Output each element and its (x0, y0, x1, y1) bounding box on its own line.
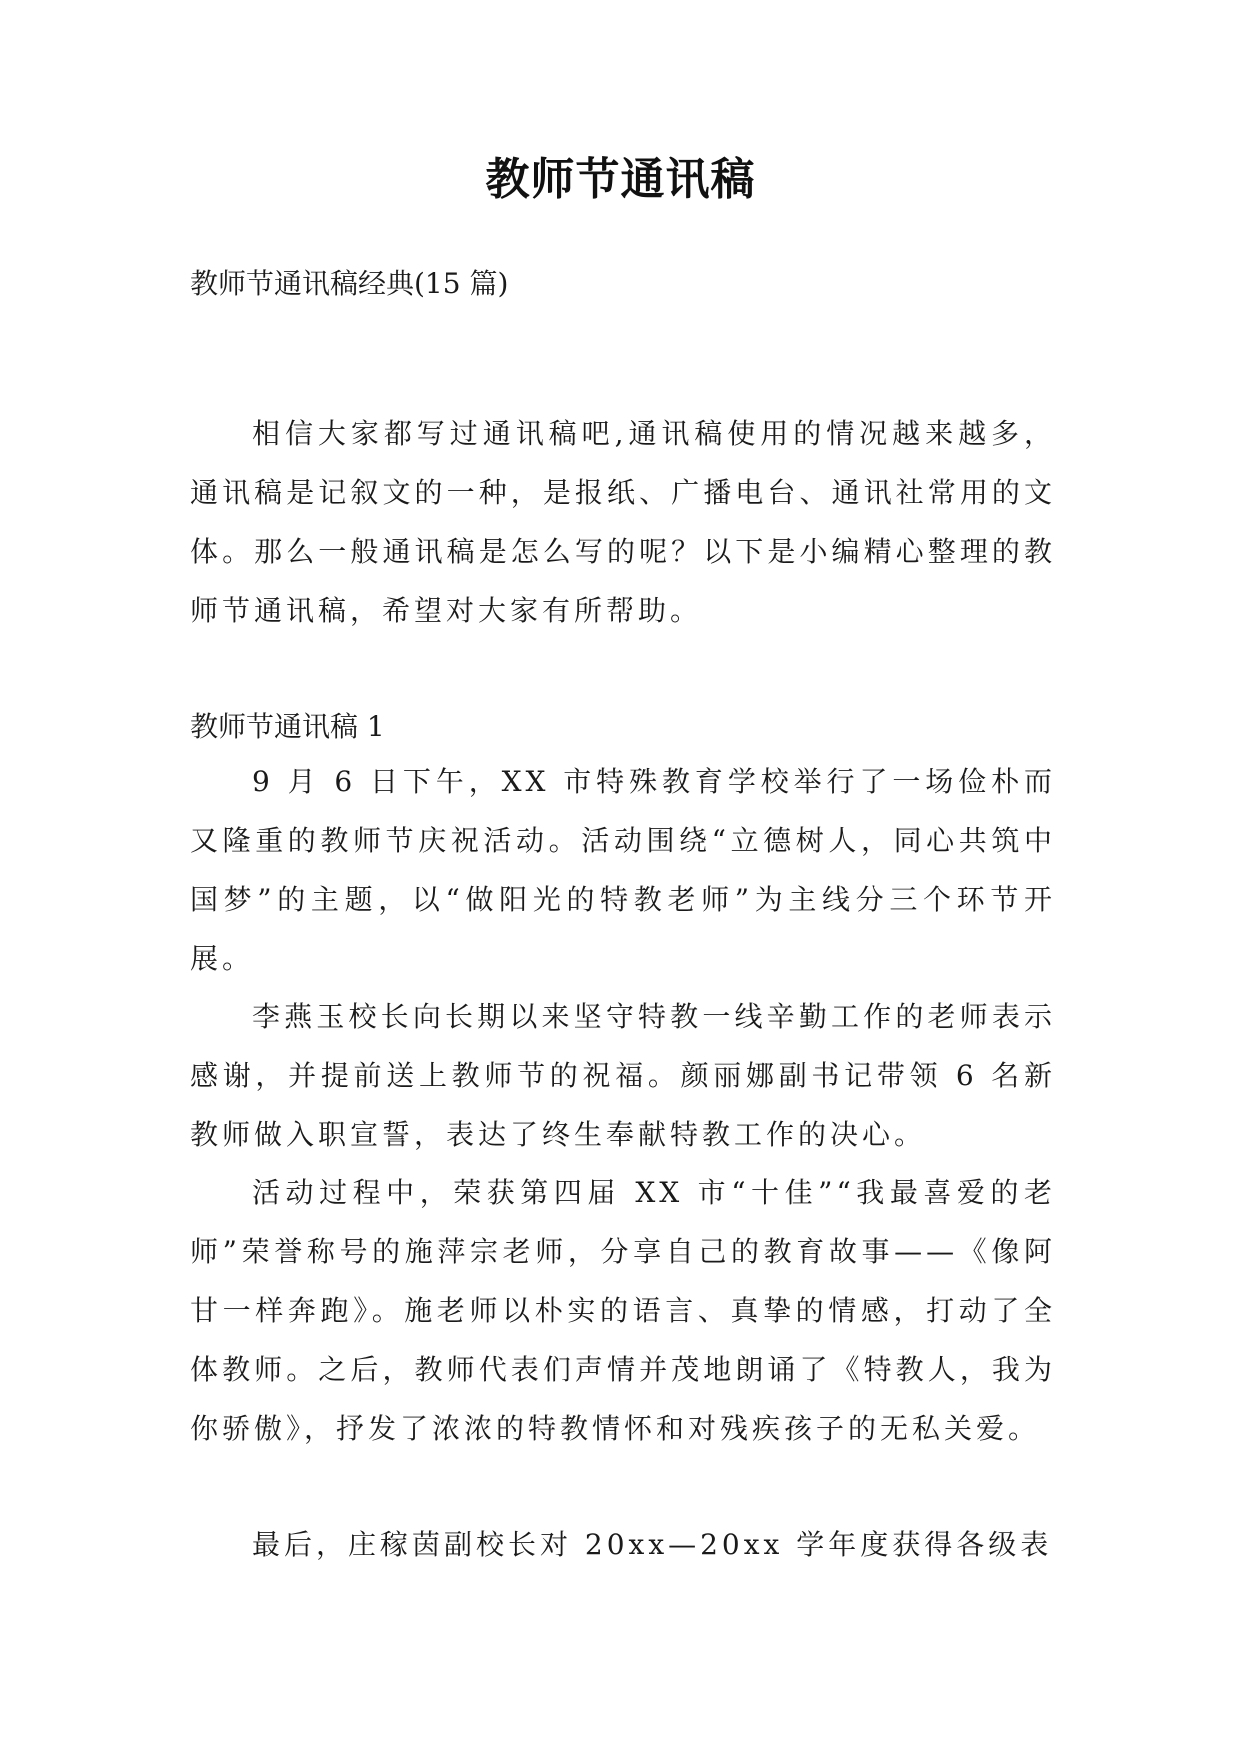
body-paragraph-1: 9 月 6 日下午，XX 市特殊教育学校举行了一场俭朴而又隆重的教师节庆祝活动。活动围绕“立德树人，同心共筑中国梦”的主题，以“做阳光的特教老师”为主线分三个环节开展。 (190, 765, 1056, 975)
body-paragraph-2: 李燕玉校长向长期以来坚守特教一线辛勤工作的老师表示感谢，并提前送上教师节的祝福。颜丽娜副书记带领 6 名新教师做入职宣誓，表达了终生奉献特教工作的决心。 (190, 1000, 1056, 1151)
body-paragraph-4: 最后，庄稼茵副校长对 20xx—20xx 学年度获得各级表 (252, 1528, 1053, 1561)
intro-paragraph: 相信大家都写过通讯稿吧,通讯稿使用的情况越来越多，通讯稿是记叙文的一种，是报纸、广播电台、通讯社常用的文体。那么一般通讯稿是怎么写的呢？以下是小编精心整理的教师节通讯稿，希望对大家有所帮助。 (190, 417, 1056, 627)
body-paragraph-3: 活动过程中，荣获第四届 XX 市“十佳”“我最喜爱的老师”荣誉称号的施萍宗老师，分享自己的教育故事——《像阿甘一样奔跑》。施老师以朴实的语言、真挚的情感，打动了全体教师。之后，教师代表们声情并茂地朗诵了《特教人，我为你骄傲》，抒发了浓浓的特教情怀和对残疾孩子的无私关爱。 (190, 1176, 1056, 1445)
document-subtitle: 教师节通讯稿经典(15 篇) (190, 267, 509, 300)
document-title: 教师节通讯稿 (485, 154, 756, 205)
section-heading: 教师节通讯稿 1 (190, 710, 385, 743)
